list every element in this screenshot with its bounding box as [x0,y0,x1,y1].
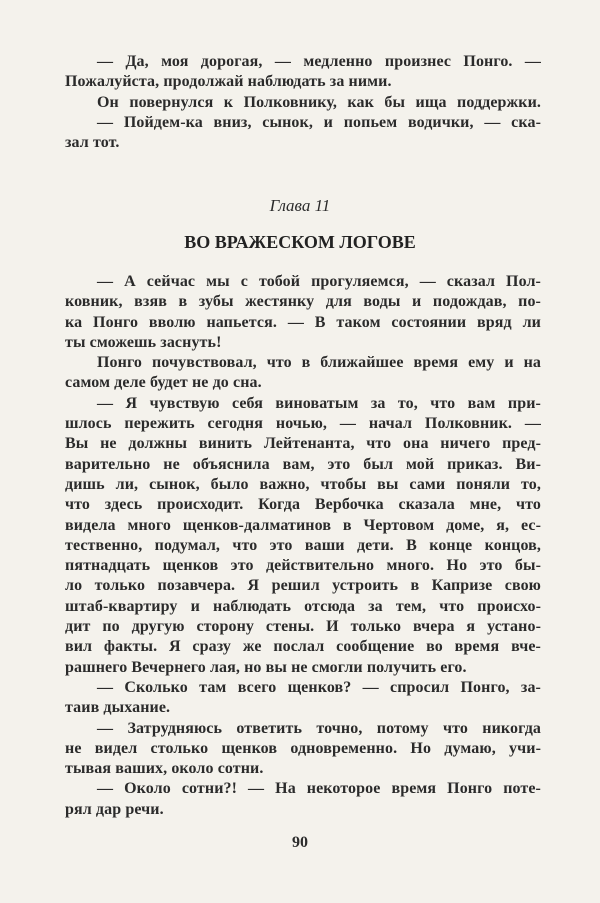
text-line: не видел столько щенков одновременно. Но думаю, учи- [65,739,541,757]
text-line: — А сейчас мы с тобой прогуляемся, — сказал Пол- [97,273,541,290]
text-line: рял дар речи. [65,800,164,818]
text-line: дит по другую сторону стены. И только вчера я устано- [65,618,541,636]
text-line: варительно не объяснила вам, это был мой приказ. Ви- [65,455,541,473]
text-line: тественно, подумал, что это ваши дети. В конце концов, [65,536,541,554]
page-number: 90 [292,834,308,851]
text-line: шлось пережить сегодня ночью, — начал Полковник. — [65,415,541,433]
text-line: — Я чувствую себя виноватым за то, что вам при- [97,394,541,412]
text-line: Вы не должны винить Лейтенанта, что она ничего пред- [65,435,541,453]
text-line: — Да, моя дорогая, — медленно произнес Понго. — [97,53,541,70]
text-line: — Около сотни?! — На некоторое время Понго поте- [97,780,541,798]
text-line: Понго почувствовал, что в ближайшее время ему и на [97,354,541,372]
text-line: пятнадцать щенков это действительно много. Но это бы- [65,557,541,575]
text-line: — Пойдем-ка вниз, сынок, и попьем водички, — ска- [97,113,541,131]
text-line: зал тот. [65,134,120,152]
text-line: видела много щенков-далматинов в Чертовом доме, я, ес- [65,516,541,534]
text-line: Пожалуйста, продолжай наблюдать за ними. [65,73,392,91]
text-line: штаб-квартиру и наблюдать отсюда за тем, что происхо- [65,597,541,615]
text-line: ка Понго вволю напьется. — В таком состоянии вряд ли [65,313,541,331]
chapter-title: ВО ВРАЖЕСКОМ ЛОГОВЕ [184,232,416,252]
text-line: ковник, взяв в зубы жестянку для воды и подождав, по- [65,293,541,311]
text-line: ло только позавчера. Я решил устроить в Капризе свою [65,577,541,595]
text-line: — Сколько там всего щенков? — спросил Понго, за- [97,678,541,696]
text-line: тывая ваших, около сотни. [65,760,264,778]
text-line: ты сможешь заснуть! [65,333,222,351]
text-line: рашнего Вечернего лая, но вы не смогли получить его. [65,658,467,676]
text-line: Он повернулся к Полковнику, как бы ища поддержки. [97,93,541,111]
text-line: таив дыхание. [65,699,171,717]
text-line: дишь ли, сынок, было важно, чтобы вы сами поняли то, [65,475,541,493]
chapter-body [65,272,541,820]
text-line: вил факты. Я сразу же послал сообщение во время вче- [65,638,541,656]
text-line: — Затрудняюсь ответить точно, потому что никогда [97,719,541,737]
intro-paragraphs [65,52,541,153]
text-line: самом деле будет не до сна. [65,374,262,392]
text-line: что здесь происходит. Когда Вербочка сказала мне, что [65,496,541,514]
chapter-label: Глава 11 [269,196,331,215]
